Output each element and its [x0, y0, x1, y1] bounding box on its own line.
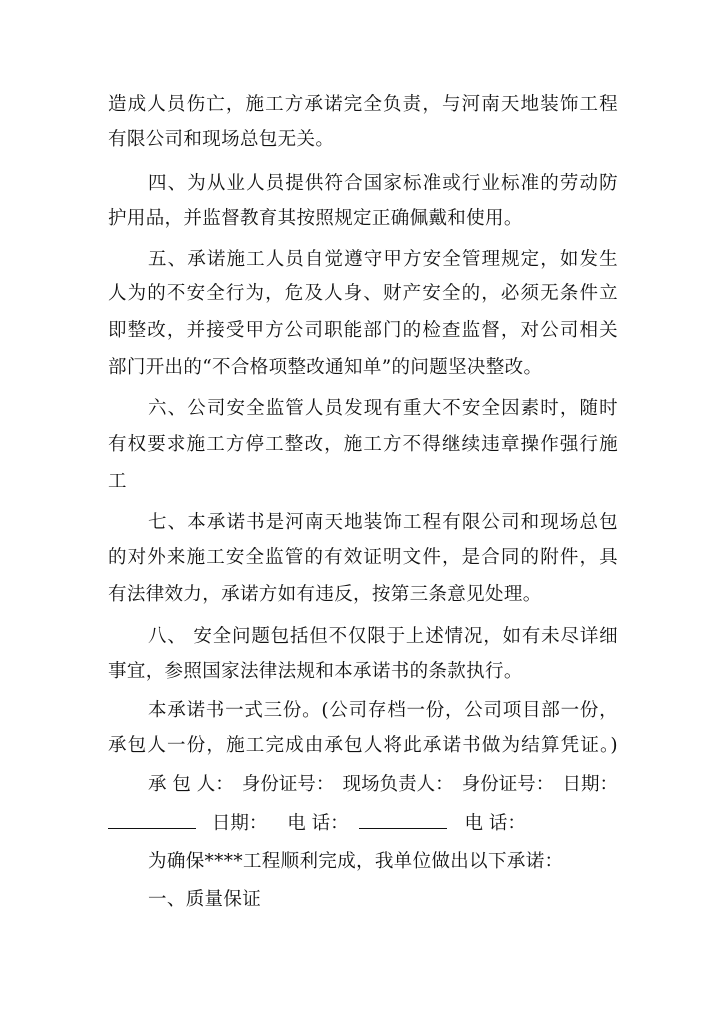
- text-line: 人为的不安全行为，危及人身、财产安全的，必须无条件立: [108, 283, 618, 304]
- clause-6-line: 六、公司安全监管人员发现有重大不安全因素时，随时: [148, 398, 618, 419]
- copies-line: 本承诺书一式三份。(公司存档一份，公司项目部一份，: [148, 700, 618, 721]
- date-label: 日期：: [562, 774, 618, 795]
- text-line: 造成人员伤亡，施工方承诺完全负责，与河南天地装饰工程: [108, 94, 618, 115]
- section-heading-quality: 一、质量保证: [148, 889, 262, 910]
- clause-8-line: 八、 安全问题包括但不仅限于上述情况，如有未尽详细: [148, 626, 618, 647]
- commitment-intro: 为确保****工程顺利完成，我单位做出以下承诺：: [148, 851, 564, 872]
- clause-7-line: 七、本承诺书是河南天地装饰工程有限公司和现场总包: [148, 512, 618, 533]
- site-manager-label: 现场负责人：: [342, 774, 454, 795]
- clause-4-line: 四、为从业人员提供符合国家标准或行业标准的劳动防: [148, 173, 618, 194]
- blank-fields-row: [108, 810, 618, 837]
- text-line: 有限公司和现场总包无关。: [108, 129, 335, 150]
- text-line: 承包人一份，施工完成由承包人将此承诺书做为结算凭证。): [108, 735, 618, 756]
- id-number-label: 身份证号：: [461, 774, 555, 795]
- id-number-label: 身份证号：: [241, 774, 335, 795]
- phone-label: 电 话：: [287, 813, 349, 834]
- signature-row: [148, 772, 618, 798]
- text-line: 部门开出的“不合格项整改通知单”的问题坚决整改。: [108, 357, 543, 378]
- blank-line: [108, 810, 196, 829]
- text-line: 有权要求施工方停工整改，施工方不得继续违章操作强行施: [108, 434, 618, 455]
- text-line: 事宜，参照国家法律法规和本承诺书的条款执行。: [108, 661, 523, 682]
- blank-line: [359, 810, 447, 829]
- contractor-label: 承 包 人：: [148, 774, 234, 795]
- text-line: 护用品，并监督教育其按照规定正确佩戴和使用。: [108, 208, 523, 229]
- text-line: 有法律效力，承诺方如有违反，按第三条意见处理。: [108, 584, 542, 605]
- date-label: 日期：: [211, 813, 268, 834]
- text-line: 即整改，并接受甲方公司职能部门的检查监督，对公司相关: [108, 320, 618, 341]
- phone-label: 电 话：: [464, 813, 526, 834]
- text-line: 的对外来施工安全监管的有效证明文件，是合同的附件，具: [108, 547, 618, 568]
- text-line: 工: [108, 471, 127, 492]
- clause-5-line: 五、承诺施工人员自觉遵守甲方安全管理规定，如发生: [148, 249, 618, 270]
